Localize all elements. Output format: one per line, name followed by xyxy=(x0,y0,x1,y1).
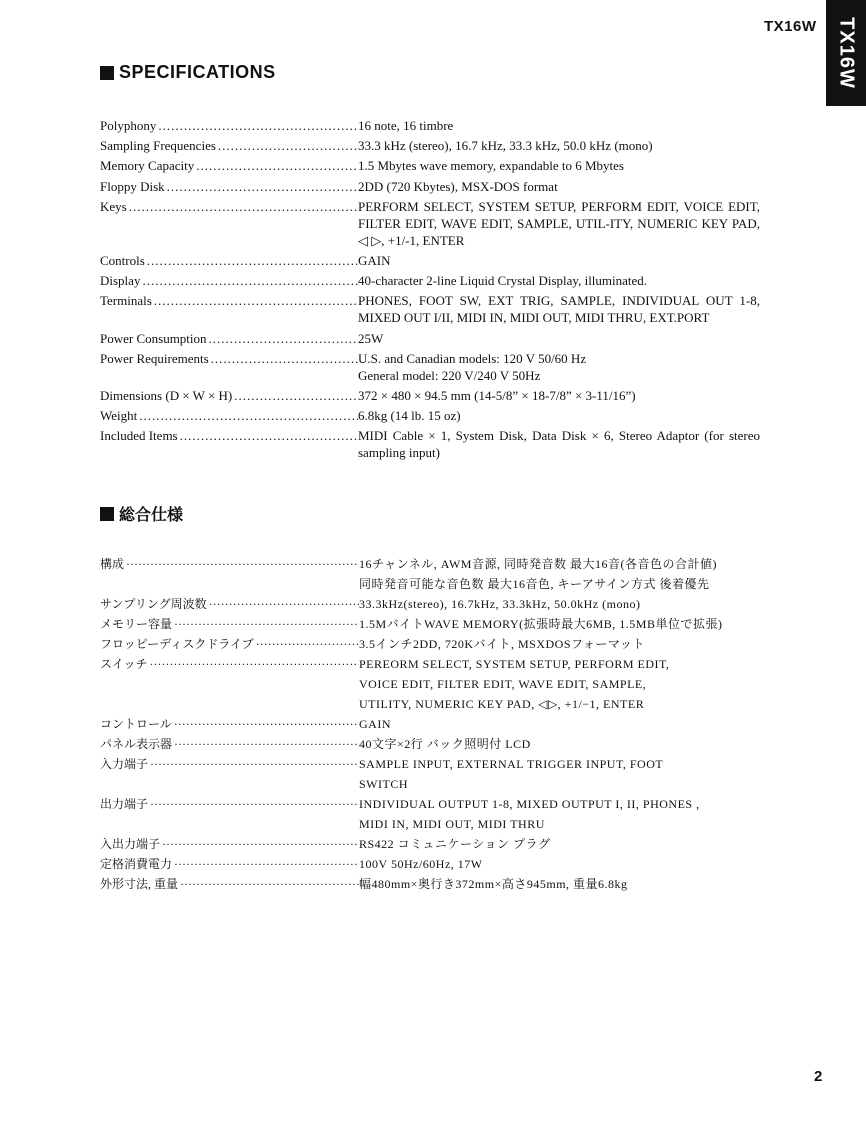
jp-spec-label-text: 構成 xyxy=(100,557,125,571)
jp-spec-value xyxy=(359,734,770,754)
spec-label-text: Display xyxy=(100,273,141,289)
spec-value-line: 16 note, 16 timbre xyxy=(358,118,454,133)
spec-value xyxy=(358,157,760,174)
spec-label-text: Keys xyxy=(100,198,127,214)
leader-dots xyxy=(158,117,358,134)
spec-value xyxy=(358,198,760,249)
spec-label xyxy=(100,178,358,195)
leader-dots xyxy=(218,137,358,154)
spec-label-text: Terminals xyxy=(100,293,152,309)
spec-label xyxy=(100,407,358,424)
spec-row xyxy=(100,272,760,289)
jp-spec-label-text: 入力端子 xyxy=(100,757,149,771)
spec-value xyxy=(358,330,760,347)
jp-spec-value-line: 40文字×2行 バック照明付 LCD xyxy=(359,737,531,751)
jp-spec-label xyxy=(100,754,359,774)
spec-value xyxy=(358,252,760,269)
spec-value xyxy=(358,427,760,461)
jp-specifications-title: 総合仕様 xyxy=(119,507,184,524)
specifications-heading xyxy=(100,62,276,83)
jp-spec-value-line: INDIVIDUAL OUTPUT 1-8, MIXED OUTPUT I, II, PHONES , xyxy=(359,797,700,811)
jp-spec-label-text: 出力端子 xyxy=(100,797,149,811)
leader-dots xyxy=(142,272,358,289)
leader-dots xyxy=(209,330,358,347)
spec-label xyxy=(100,272,358,289)
leader-dots xyxy=(139,407,358,424)
spec-value-line: PHONES, FOOT SW, EXT TRIG, SAMPLE, INDIVIDUAL OUT 1-8, MIXED OUT I/II, MIDI IN, MIDI OUT, MIDI THRU, EXT.PORT xyxy=(358,293,760,326)
page-number: 2 xyxy=(814,1068,823,1085)
spec-label-text: Sampling Frequencies xyxy=(100,138,216,154)
spec-value xyxy=(358,387,760,404)
jp-spec-row xyxy=(100,874,770,894)
jp-spec-label xyxy=(100,734,359,754)
spec-value-line: 40-character 2-line Liquid Crystal Display, illuminated. xyxy=(358,273,648,289)
leader-dots xyxy=(196,157,358,174)
jp-spec-value-line: 1.5MバイトWAVE MEMORY(拡張時最大6MB, 1.5MB単位で拡張) xyxy=(359,617,723,631)
spec-label-text: Polyphony xyxy=(100,118,157,133)
spec-row xyxy=(100,292,760,326)
jp-spec-row xyxy=(100,734,770,754)
jp-spec-value-line: SWITCH xyxy=(359,777,408,791)
jp-spec-label-text: 入出力端子 xyxy=(100,837,161,851)
heading-square-icon xyxy=(100,507,114,521)
spec-value-line: 6.8kg (14 lb. 15 oz) xyxy=(358,408,461,424)
jp-spec-row xyxy=(100,594,770,614)
spec-value xyxy=(358,350,760,384)
jp-spec-label xyxy=(100,654,359,674)
spec-label-text: Dimensions (D × W × H) xyxy=(100,387,233,403)
spec-label-text: Controls xyxy=(100,252,145,268)
spec-value xyxy=(358,117,760,134)
spec-value xyxy=(358,407,760,424)
jp-spec-value-line: PEREORM SELECT, SYSTEM SETUP, PERFORM EDIT, xyxy=(359,657,670,671)
jp-spec-label-text: コントロール xyxy=(100,717,172,731)
jp-spec-value-line: MIDI IN, MIDI OUT, MIDI THRU xyxy=(359,817,545,831)
leader-dots xyxy=(126,554,359,574)
spec-value-line: 2DD (720 Kbytes), MSX-DOS format xyxy=(358,178,558,194)
spec-label xyxy=(100,427,358,444)
leader-dots xyxy=(150,754,359,774)
spec-value-line: 372 × 480 × 94.5 mm (14-5/8” × 18-7/8” × 3-11/16”) xyxy=(358,387,636,403)
spec-value xyxy=(358,178,760,195)
leader-dots xyxy=(256,634,359,654)
heading-square-icon xyxy=(100,66,114,80)
jp-specifications-heading xyxy=(100,502,183,525)
jp-spec-value-line: 3.5インチ2DD, 720Kバイト, MSXDOSフォーマット xyxy=(359,637,645,651)
spec-value-line: 25W xyxy=(358,330,384,346)
spec-value xyxy=(358,292,760,326)
jp-spec-label xyxy=(100,854,359,874)
jp-spec-label xyxy=(100,594,359,614)
jp-spec-label xyxy=(100,614,359,634)
jp-spec-label-text: 定格消費電力 xyxy=(100,857,173,871)
spec-label xyxy=(100,387,358,404)
jp-spec-value xyxy=(359,614,770,634)
specifications-title: SPECIFICATIONS xyxy=(119,62,276,82)
spec-row xyxy=(100,198,760,249)
jp-spec-value-line: 33.3kHz(stereo), 16.7kHz, 33.3kHz, 50.0kHz (mono) xyxy=(359,597,641,611)
spec-row xyxy=(100,407,760,424)
leader-dots xyxy=(150,794,359,814)
leader-dots xyxy=(211,350,358,367)
spec-value-line: PERFORM SELECT, SYSTEM SETUP, PERFORM EDIT, VOICE EDIT, FILTER EDIT, WAVE EDIT, SAMPLE, UTIL-ITY, NUMERIC KEY PAD, ◁ ▷, +1/-1, ENTER xyxy=(358,198,760,248)
spec-label xyxy=(100,117,358,134)
spec-value-line: General model: 220 V/240 V 50Hz xyxy=(358,367,541,383)
spec-row xyxy=(100,117,760,134)
spec-value xyxy=(358,137,760,154)
spec-label xyxy=(100,198,358,215)
leader-dots xyxy=(129,198,358,215)
spec-label-text: Included Items xyxy=(100,428,178,444)
jp-spec-label xyxy=(100,554,359,574)
spec-label xyxy=(100,350,358,367)
jp-spec-value xyxy=(359,854,770,874)
jp-spec-label-text: スイッチ xyxy=(100,657,148,671)
leader-dots xyxy=(180,427,358,444)
jp-spec-row xyxy=(100,634,770,654)
spec-value-line: 33.3 kHz (stereo), 16.7 kHz, 33.3 kHz, 50.0 kHz (mono) xyxy=(358,138,653,154)
jp-spec-value-line: RS422 コミュニケーション プラグ xyxy=(359,837,551,851)
jp-spec-value xyxy=(359,754,770,794)
jp-spec-value-line: SAMPLE INPUT, EXTERNAL TRIGGER INPUT, FOOT xyxy=(359,757,664,771)
specifications-list xyxy=(100,117,760,464)
leader-dots xyxy=(174,854,359,874)
spec-value-line: U.S. and Canadian models: 120 V 50/60 Hz xyxy=(358,350,587,366)
jp-spec-label xyxy=(100,834,359,854)
spec-label-text: Memory Capacity xyxy=(100,158,195,174)
jp-spec-value xyxy=(359,654,770,714)
jp-spec-label-text: 外形寸法, 重量 xyxy=(100,877,179,891)
spec-value xyxy=(358,272,760,289)
jp-spec-label-text: サンプリング周波数 xyxy=(100,597,207,611)
spec-label xyxy=(100,292,358,309)
spec-label-text: Weight xyxy=(100,408,138,424)
jp-spec-label-text: メモリー容量 xyxy=(100,617,173,631)
leader-dots xyxy=(147,252,358,269)
jp-spec-row xyxy=(100,554,770,594)
jp-spec-value-line: 16チャンネル, AWM音源, 同時発音数 最大16音(各音色の合計値) xyxy=(359,557,717,571)
side-tab xyxy=(826,0,866,106)
spec-row xyxy=(100,252,760,269)
leader-dots xyxy=(174,734,359,754)
spec-row xyxy=(100,330,760,347)
leader-dots xyxy=(180,874,359,894)
spec-value-line: MIDI Cable × 1, System Disk, Data Disk × 6, Stereo Adaptor (for stereo sampling input) xyxy=(358,428,760,461)
spec-row xyxy=(100,427,760,461)
jp-spec-label xyxy=(100,794,359,814)
spec-label-text: Floppy Disk xyxy=(100,178,165,194)
jp-spec-value xyxy=(359,834,770,854)
jp-spec-row xyxy=(100,854,770,874)
spec-row xyxy=(100,178,760,195)
jp-spec-row xyxy=(100,614,770,634)
model-name: TX16W xyxy=(764,18,817,35)
spec-label xyxy=(100,137,358,154)
spec-value-line: 1.5 Mbytes wave memory, expandable to 6 Mbytes xyxy=(358,158,624,174)
leader-dots xyxy=(174,614,359,634)
jp-spec-row xyxy=(100,754,770,794)
jp-spec-row xyxy=(100,834,770,854)
leader-dots xyxy=(162,834,359,854)
spec-row xyxy=(100,387,760,404)
jp-specifications-list xyxy=(100,554,770,894)
jp-spec-label xyxy=(100,714,359,734)
leader-dots xyxy=(150,654,359,674)
jp-spec-row xyxy=(100,654,770,714)
jp-spec-value xyxy=(359,634,770,654)
jp-spec-value-line: 幅480mm×奥行き372mm×高さ945mm, 重量6.8kg xyxy=(359,877,628,891)
spec-label xyxy=(100,252,358,269)
spec-label-text: Power Requirements xyxy=(100,350,209,366)
jp-spec-row xyxy=(100,794,770,834)
jp-spec-value-line: 100V 50Hz/60Hz, 17W xyxy=(359,857,483,871)
jp-spec-value-line: 同時発音可能な音色数 最大16音色, キーアサイン方式 後着優先 xyxy=(359,577,710,591)
jp-spec-label xyxy=(100,874,359,894)
leader-dots xyxy=(174,714,359,734)
jp-spec-value-line: UTILITY, NUMERIC KEY PAD, ◁▷, +1/−1, ENTER xyxy=(359,697,645,711)
jp-spec-value-line: VOICE EDIT, FILTER EDIT, WAVE EDIT, SAMPLE, xyxy=(359,677,647,691)
jp-spec-row xyxy=(100,714,770,734)
side-tab-label: TX16W xyxy=(835,17,858,89)
leader-dots xyxy=(234,387,358,404)
spec-row xyxy=(100,137,760,154)
jp-spec-value xyxy=(359,874,770,894)
jp-spec-label-text: パネル表示器 xyxy=(100,737,173,751)
jp-spec-label-text: フロッピーディスクドライブ xyxy=(100,637,254,651)
spec-value-line: GAIN xyxy=(358,252,391,268)
spec-row xyxy=(100,350,760,384)
leader-dots xyxy=(209,594,359,614)
leader-dots xyxy=(154,292,358,309)
leader-dots xyxy=(167,178,358,195)
jp-spec-value xyxy=(359,554,770,594)
spec-row xyxy=(100,157,760,174)
jp-spec-value xyxy=(359,714,770,734)
jp-spec-value xyxy=(359,594,770,614)
spec-label xyxy=(100,330,358,347)
spec-label xyxy=(100,157,358,174)
jp-spec-value xyxy=(359,794,770,834)
spec-label-text: Power Consumption xyxy=(100,330,207,346)
jp-spec-value-line: GAIN xyxy=(359,717,391,731)
jp-spec-label xyxy=(100,634,359,654)
